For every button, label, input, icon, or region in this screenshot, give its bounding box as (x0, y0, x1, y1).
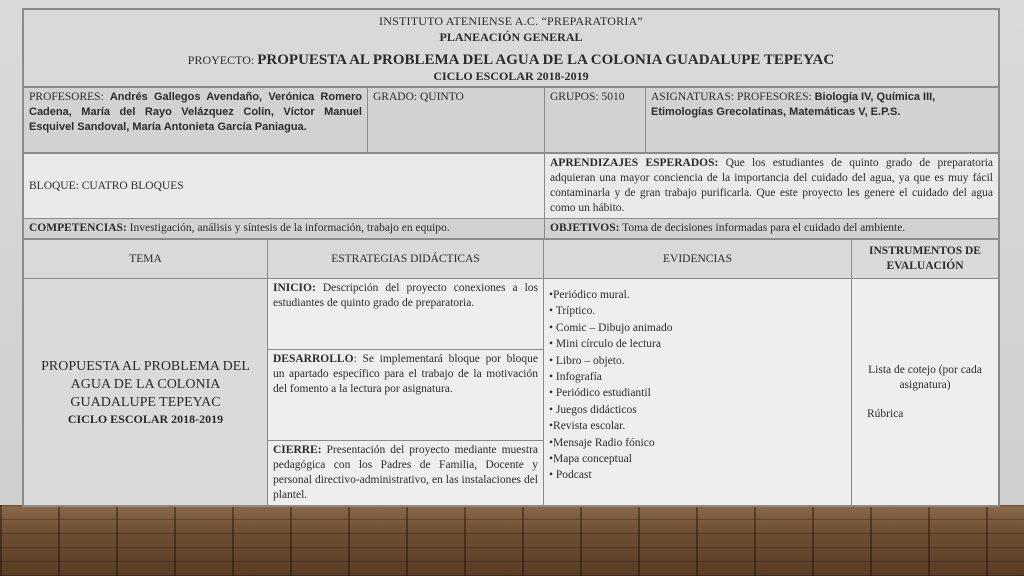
institution-name: INSTITUTO ATENIENSE A.C. “PREPARATORIA” (379, 14, 643, 28)
profesores-label: PROFESORES: (29, 91, 104, 103)
inicio-value: Descripción del proyecto conexiones a los estudiantes de quinto grado de preparatoria. (273, 282, 538, 309)
bloque-table (23, 153, 999, 239)
evidence-item: •Revista escolar. (549, 420, 626, 433)
inicio-cell (268, 279, 544, 350)
evidencias-list (549, 287, 846, 484)
main-table (23, 239, 999, 506)
column-header-tema: TEMA (24, 240, 268, 279)
column-header-estrategias: ESTRATEGIAS DIDÁCTICAS (268, 240, 544, 279)
grado-value: QUINTO (419, 91, 464, 103)
profesores-value: Andrés Gallegos Avendaño, Verónica Romero Cadena, María del Rayo Velázquez Colín, Víctor Manuel Esquivel Sandoval, María Antonieta García Paniagua. (29, 91, 362, 133)
asignaturas-label: ASIGNATURAS: PROFESORES: (651, 91, 812, 103)
evidence-item: • Mini círculo de lectura (549, 338, 661, 351)
evidence-item: • Libro – objeto. (549, 354, 625, 367)
evidence-item: • Tríptico. (549, 305, 596, 318)
objetivos-label: OBJETIVOS: (550, 222, 620, 234)
instrumento-lista-cotejo: Lista de cotejo (por cada asignatura) (868, 363, 982, 391)
tema-cell (24, 279, 268, 506)
project-label: PROYECTO: (187, 53, 255, 67)
aprendizajes-cell (545, 154, 999, 219)
evidence-item: • Comic – Dibujo animado (549, 321, 673, 334)
instrumentos-cell (852, 279, 999, 506)
school-cycle: CICLO ESCOLAR 2018-2019 (433, 69, 589, 83)
planning-sheet (22, 8, 1000, 507)
grupos-cell: GRUPOS: 5010 (545, 88, 646, 153)
cierre-cell (268, 441, 544, 506)
column-header-evidencias: EVIDENCIAS (544, 240, 852, 279)
cierre-value: Presentación del proyecto mediante muestra pedagógica con los Padres de Familia, Docente y personal directivo-administrativo, en las instalaciones del plantel. (273, 444, 538, 501)
aprendizajes-label: APRENDIZAJES ESPERADOS: (550, 157, 719, 169)
evidence-item: •Mensaje Radio fónico (549, 436, 655, 449)
grado-cell (368, 88, 545, 153)
cierre-label: CIERRE: (273, 444, 322, 456)
evidence-item: • Periódico estudiantil (549, 387, 651, 400)
competencias-value: Investigación, análisis y síntesis de la información, trabajo en equipo. (129, 222, 450, 234)
header-table (23, 9, 999, 87)
evidence-item: •Mapa conceptual (549, 453, 632, 466)
desarrollo-cell (268, 350, 544, 441)
instrumento-rubrica: Rúbrica (867, 407, 904, 420)
bloque-cell: BLOQUE: CUATRO BLOQUES (24, 154, 545, 219)
column-header-instrumentos: INSTRUMENTOS DE EVALUACIÓN (852, 240, 999, 279)
tema-cycle: CICLO ESCOLAR 2018-2019 (67, 411, 224, 426)
profesores-cell (24, 88, 368, 153)
evidence-item: •Periódico mural. (549, 289, 630, 301)
document-subtitle: PLANEACIÓN GENERAL (439, 30, 583, 44)
evidence-item: • Juegos didácticos (549, 403, 637, 416)
evidence-item: • Podcast (549, 469, 592, 482)
info-table (23, 87, 999, 153)
asignaturas-cell (646, 88, 999, 153)
inicio-label: INICIO: (273, 282, 316, 294)
objetivos-cell (545, 219, 999, 239)
tema-title: PROPUESTA AL PROBLEMA DEL AGUA DE LA COLONIA GUADALUPE TEPEYAC (41, 358, 250, 410)
objetivos-value: Toma de decisiones informadas para el cuidado del ambiente. (622, 222, 906, 234)
header-cell (24, 10, 999, 87)
evidence-item: • Infografía (549, 371, 602, 384)
desarrollo-value: : Se implementará bloque por bloque un apartado específico para el trabajo de la motivación del fomento a la lectura por asignatura. (273, 353, 538, 395)
evidencias-cell (544, 279, 852, 506)
grado-label: GRADO: (373, 91, 418, 103)
competencias-label: COMPETENCIAS: (29, 222, 127, 234)
desarrollo-label: DESARROLLO (273, 353, 354, 365)
wood-floor (0, 505, 1024, 576)
competencias-cell (24, 219, 545, 239)
aprendizajes-value: Que los estudiantes de quinto grado de preparatoria adquieran una mayor conciencia de la importancia del cuidado del agua, ya que es muy fácil contaminarla y de gran trabajo purificarla. Que este proyecto les genere el cuidado del agua como un hábito. (550, 157, 994, 214)
asignaturas-value: Biología IV, Química III, Etimologías Grecolatinas, Matemáticas V, E.P.S. (651, 91, 936, 118)
project-name: PROPUESTA AL PROBLEMA DEL AGUA DE LA COLONIA GUADALUPE TEPEYAC (257, 52, 835, 68)
project-title (30, 53, 992, 68)
